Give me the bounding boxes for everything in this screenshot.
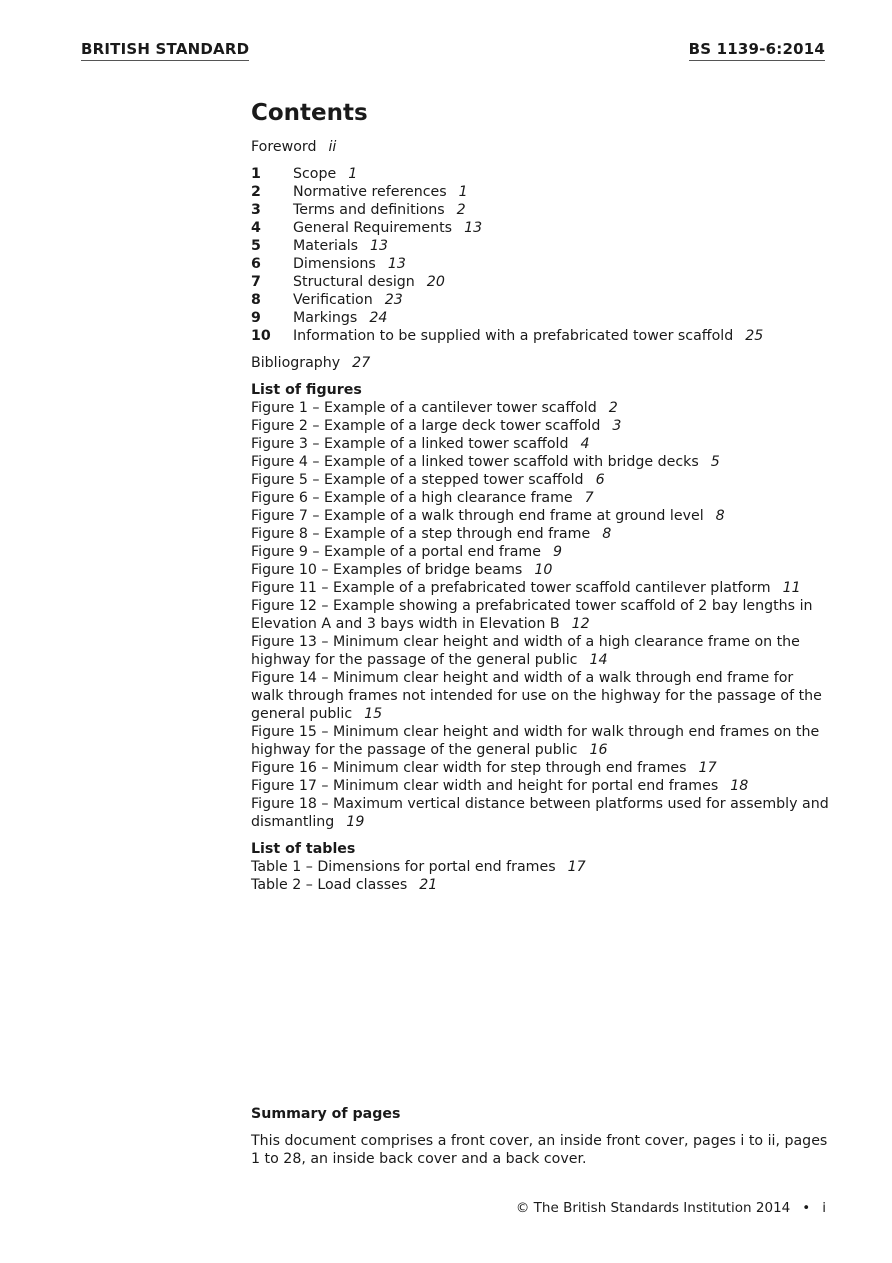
entry-page: 11 — [782, 580, 801, 596]
entry-label: Figure 8 – Example of a step through end frame — [251, 526, 591, 542]
entry-label: Information to be supplied with a prefabricated tower scaffold — [293, 328, 734, 344]
section-entry-9[interactable] — [251, 309, 829, 327]
section-number: 1 — [251, 166, 261, 182]
entry-label: Dimensions — [293, 256, 376, 272]
section-entry-4[interactable] — [251, 219, 829, 237]
entry-label: Figure 15 – Minimum clear height and width for walk through end frames on the highway for the passage of the general public — [251, 724, 820, 758]
summary-of-pages — [251, 1105, 829, 1168]
entry-page: 8 — [715, 508, 725, 524]
entry-page: 19 — [346, 814, 365, 830]
figure-entry[interactable] — [251, 759, 829, 777]
entry-page: 3 — [612, 418, 622, 434]
entry-page: 18 — [730, 778, 749, 794]
entry-label: Table 2 – Load classes — [251, 877, 408, 893]
figure-entry[interactable] — [251, 489, 829, 507]
entry-label: Verification — [293, 292, 373, 308]
figure-entry[interactable] — [251, 471, 829, 489]
section-number: 6 — [251, 256, 261, 272]
section-number: 8 — [251, 292, 261, 308]
entry-page: 13 — [387, 256, 406, 272]
entry-page: 25 — [745, 328, 764, 344]
section-entry-1[interactable] — [251, 165, 829, 183]
figure-list — [251, 381, 829, 831]
section-number: 5 — [251, 238, 261, 254]
figure-entry[interactable] — [251, 525, 829, 543]
entry-label: Figure 1 – Example of a cantilever tower scaffold — [251, 400, 597, 416]
figure-entry[interactable] — [251, 633, 829, 669]
entry-label: Terms and definitions — [293, 202, 445, 218]
entry-page: 23 — [384, 292, 403, 308]
figure-entry[interactable] — [251, 399, 829, 417]
table-list — [251, 840, 829, 894]
entry-label: Materials — [293, 238, 359, 254]
entry-page: 17 — [567, 859, 586, 875]
entry-label: Figure 11 – Example of a prefabricated tower scaffold cantilever platform — [251, 580, 771, 596]
entry-label: Foreword — [251, 139, 317, 155]
figure-entry[interactable] — [251, 723, 829, 759]
entry-label: Structural design — [293, 274, 415, 290]
figure-entry[interactable] — [251, 597, 829, 633]
figure-entry[interactable] — [251, 543, 829, 561]
entry-page: 14 — [589, 652, 608, 668]
figure-entry[interactable] — [251, 795, 829, 831]
entry-label: Figure 16 – Minimum clear width for step through end frames — [251, 760, 687, 776]
entry-label: Figure 13 – Minimum clear height and width of a high clearance frame on the highway for the passage of the general public — [251, 634, 800, 668]
section-entry-8[interactable] — [251, 291, 829, 309]
bibliography-entry[interactable] — [251, 354, 829, 372]
entry-label: Figure 6 – Example of a high clearance frame — [251, 490, 573, 506]
tables-heading: List of tables — [251, 841, 356, 857]
table-entry[interactable] — [251, 876, 829, 894]
entry-page: 5 — [710, 454, 720, 470]
entry-label: Figure 9 – Example of a portal end frame — [251, 544, 541, 560]
section-number: 7 — [251, 274, 261, 290]
figures-heading: List of figures — [251, 382, 362, 398]
entry-page: 21 — [419, 877, 438, 893]
section-list — [251, 165, 829, 345]
bullet-separator: • — [802, 1200, 811, 1216]
entry-label: Markings — [293, 310, 358, 326]
entry-page: 1 — [348, 166, 358, 182]
section-entry-10[interactable] — [251, 327, 829, 345]
entry-page: 27 — [352, 355, 371, 371]
entry-label: Normative references — [293, 184, 447, 200]
page-footer — [516, 1199, 826, 1217]
foreword-entry[interactable] — [251, 138, 829, 156]
entry-label: Figure 7 – Example of a walk through end frame at ground level — [251, 508, 704, 524]
figure-entry[interactable] — [251, 561, 829, 579]
section-number: 10 — [251, 328, 271, 344]
entry-page: 12 — [571, 616, 590, 632]
entry-page: 15 — [364, 706, 383, 722]
entry-label: Figure 2 – Example of a large deck tower scaffold — [251, 418, 601, 434]
section-number: 2 — [251, 184, 261, 200]
header-right: BS 1139-6:2014 — [689, 40, 825, 61]
summary-text: This document comprises a front cover, an inside front cover, pages i to ii, pages 1 to 28, an inside back cover and a back cover. — [251, 1133, 828, 1167]
entry-label: Figure 17 – Minimum clear width and height for portal end frames — [251, 778, 719, 794]
section-entry-3[interactable] — [251, 201, 829, 219]
entry-page: 2 — [456, 202, 466, 218]
summary-heading: Summary of pages — [251, 1106, 401, 1122]
entry-label: Figure 18 – Maximum vertical distance between platforms used for assembly and dismantling — [251, 796, 829, 830]
contents — [251, 98, 829, 903]
entry-page: 8 — [602, 526, 612, 542]
section-number: 9 — [251, 310, 261, 326]
copyright-text: © The British Standards Institution 2014 — [515, 1200, 791, 1216]
header-left: BRITISH STANDARD — [81, 40, 249, 61]
entry-page: 24 — [369, 310, 388, 326]
entry-page: 13 — [370, 238, 389, 254]
entry-label: Figure 10 – Examples of bridge beams — [251, 562, 523, 578]
section-number: 4 — [251, 220, 261, 236]
entry-page: 13 — [464, 220, 483, 236]
figure-entry[interactable] — [251, 579, 829, 597]
entry-label: Figure 3 – Example of a linked tower scaffold — [251, 436, 569, 452]
page-number: i — [822, 1200, 826, 1216]
entry-label: Figure 5 – Example of a stepped tower scaffold — [251, 472, 584, 488]
figure-entry[interactable] — [251, 669, 829, 723]
entry-label: Figure 12 – Example showing a prefabricated tower scaffold of 2 bay lengths in Elevation A and 3 bays width in Elevation B — [251, 598, 813, 632]
section-entry-7[interactable] — [251, 273, 829, 291]
entry-label: Scope — [293, 166, 337, 182]
entry-label: Bibliography — [251, 355, 341, 371]
entry-page: 16 — [589, 742, 608, 758]
section-number: 3 — [251, 202, 261, 218]
figure-entry[interactable] — [251, 777, 829, 795]
entry-page: 1 — [458, 184, 468, 200]
entry-label: Table 1 – Dimensions for portal end frames — [251, 859, 556, 875]
entry-page: 9 — [552, 544, 562, 560]
table-entry[interactable] — [251, 858, 829, 876]
section-entry-6[interactable] — [251, 255, 829, 273]
entry-page: 10 — [534, 562, 553, 578]
section-entry-5[interactable] — [251, 237, 829, 255]
entry-page: 17 — [698, 760, 717, 776]
page-title: Contents — [251, 100, 368, 126]
entry-label: General Requirements — [293, 220, 453, 236]
figure-entry[interactable] — [251, 417, 829, 435]
entry-page: 4 — [580, 436, 590, 452]
entry-page: 6 — [595, 472, 605, 488]
figure-entry[interactable] — [251, 453, 829, 471]
entry-page: 20 — [426, 274, 445, 290]
section-entry-2[interactable] — [251, 183, 829, 201]
entry-page: ii — [328, 139, 337, 155]
figure-entry[interactable] — [251, 435, 829, 453]
entry-page: 7 — [584, 490, 594, 506]
figure-entry[interactable] — [251, 507, 829, 525]
entry-label: Figure 14 – Minimum clear height and width of a walk through end frame for walk through frames not intended for use on the highway for the passage of the general public — [251, 670, 822, 722]
entry-page: 2 — [608, 400, 618, 416]
entry-label: Figure 4 – Example of a linked tower scaffold with bridge decks — [251, 454, 699, 470]
